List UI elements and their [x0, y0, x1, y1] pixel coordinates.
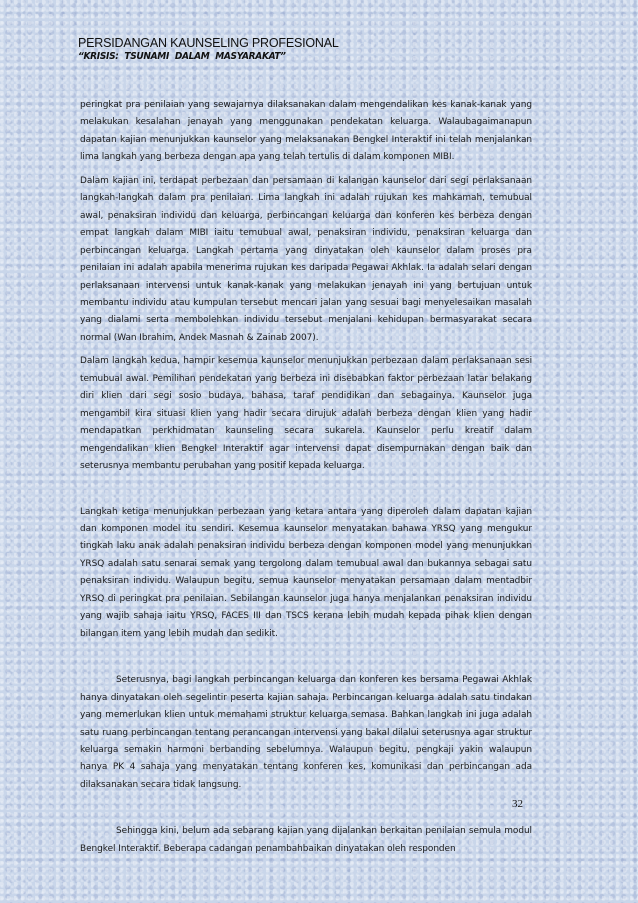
page-number: 32 — [512, 798, 523, 810]
conference-title: PERSIDANGAN KAUNSELING PROFESIONAL — [78, 36, 339, 50]
paragraph-1: peringkat pra penilaian yang sewajarnya dilaksanakan dalam mengendalikan kes kanak-kanak yang melakukan kesalahan jenayah yang menggunakan pendekatan keluarga. Walaubagaimanapun dapatan kajian menunjukkan kaunselor yang melaksanakan Bengkel Interaktif ini telah menjalankan lima langkah yang berbeza dengan apa yang telah tertulis di dalam komponen MIBI. — [80, 100, 532, 163]
conference-theme: “KRISIS: TSUNAMI DALAM MASYARAKAT” — [78, 51, 286, 62]
paragraph-spacer — [80, 794, 532, 823]
paragraph-spacer — [80, 476, 532, 504]
paragraph-6: Sehingga kini, belum ada sebarang kajian yang dijalankan berkaitan penilaian semula modul Bengkel Interaktif. Beberapa cadangan penambahbaikan dinyatakan oleh responden — [80, 826, 532, 854]
paragraph-2: Dalam kajian ini, terdapat perbezaan dan persamaan di kalangan kaunselor dari segi perlaksanaan langkah-langkah dalam pra penilaian. Lima langkah ini adalah rujukan kes mahkamah, temubual awal, penaksiran individu dan keluarga, perbincangan keluarga dan konferen kes berbeza dengan empat langkah dalam MIBI iaitu temubual awal, penaksiran individu, penaksiran keluarga dan perbincangan keluarga. Langkah pertama yang dinyatakan oleh kaunselor dalam proses pra penilaian ini adalah apabila menerima rujukan kes daripada Pegawai Akhlak. Ia adalah selari dengan perlaksanaan intervensi untuk kanak-kanak yang melakukan jenayah ini yang bertujuan untuk membantu individu atau kumpulan tersebut mencari jalan yang sesuai bagi menyelesaikan masalah yang dialami serta membolehkan individu tersebut menjalani kehidupan bermasyarakat secara normal (Wan Ibrahim, Andek Masnah & Zainab 2007). — [80, 175, 532, 343]
paragraph-4: Langkah ketiga menunjukkan perbezaan yang ketara antara yang diperoleh dalam dapatan kajian dan komponen model itu sendiri. Kesemua kaunselor menyatakan bahawa YRSQ yang mengukur tingkah laku anak adalah penaksiran individu berbeza dengan komponen model yang menunjukkan YRSQ adalah satu senarai semak yang tergolong dalam temubual awal dan bukannya sebagai satu penaksiran individu. Walaupun begitu, semua kaunselor menyatakan persamaan dalam mentadbir YRSQ di peringkat pra penilaian. Sebilangan kaunselor juga hanya menjalankan penaksiran individu yang wajib sahaja iaitu YRSQ, FACES III dan TSCS kerana lebih mudah kepada pihak klien dengan bilangan item yang lebih mudah dan sedikit. — [80, 506, 532, 639]
paragraph-spacer — [80, 643, 532, 672]
body-text — [80, 97, 532, 858]
paragraph-5: Seterusnya, bagi langkah perbincangan keluarga dan konferen kes bersama Pegawai Akhlak hanya dinyatakan oleh segelintir peserta kajian sahaja. Perbincangan keluarga adalah satu tindakan yang memerlukan klien untuk memahami struktur keluarga semasa. Bahkan langkah ini juga adalah satu ruang perbincangan tentang perancangan intervensi yang bakal dilalui seterusnya agar struktur keluarga semakin harmoni berbanding sebelumnya. Walaupun begitu, pengkaji yakin walaupun hanya PK 4 sahaja yang menyatakan tentang konferen kes, komunikasi dan perbincangan ada dilaksanakan secara tidak langsung. — [80, 675, 532, 790]
paragraph-3: Dalam langkah kedua, hampir kesemua kaunselor menunjukkan perbezaan dalam perlaksanaan sesi temubual awal. Pemilihan pendekatan yang berbeza ini disebabkan faktor perbezaan latar belakang diri klien dari segi sosio budaya, bahasa, taraf pendidikan dan sebagainya. Kaunselor juga mengambil kira situasi klien yang hadir secara dirujuk adalah berbeza dengan klien yang hadir mendapatkan perkhidmatan kaunseling secara sukarela. Kaunselor perlu kreatif dalam mengendalikan klien Bengkel Interaktif agar intervensi dapat disempurnakan dengan baik dan seterusnya membantu perubahan yang positif kepada keluarga. — [80, 356, 532, 472]
